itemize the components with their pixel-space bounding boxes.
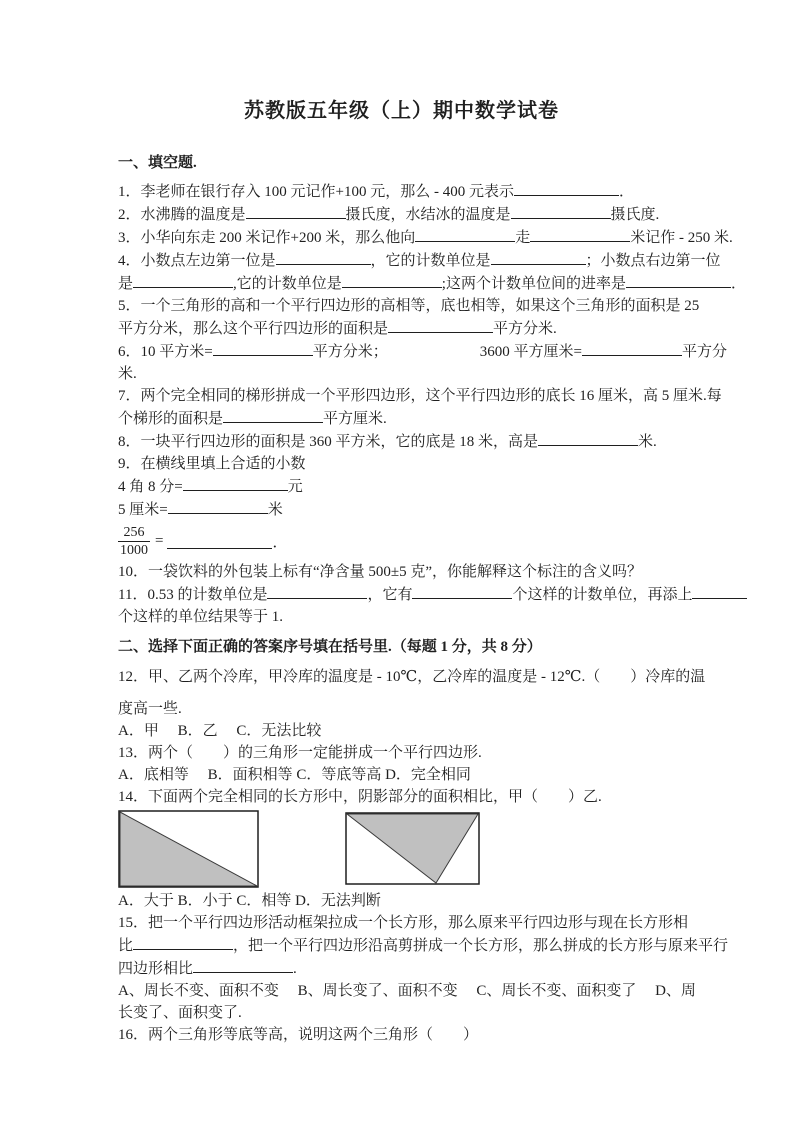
question-15-text: 比 (118, 938, 134, 954)
blank-line (511, 203, 611, 219)
question-12-line1: 12．甲、乙两个冷库，甲冷库的温度是 - 10℃，乙冷库的温度是 - 12℃.（ ）冷库的温 (118, 669, 706, 685)
question-1 (118, 180, 685, 203)
question-6-line1 (118, 340, 727, 363)
question-6-text: 平方分米； (312, 344, 388, 360)
fraction-numerator: 256 (118, 524, 150, 542)
blank-line (193, 957, 293, 973)
question-2-text: 摄氏度，水结冰的温度是 (345, 207, 511, 223)
question-4-text: 4．小数点左边第一位是 (118, 253, 276, 269)
question-4-line2 (118, 272, 746, 295)
blank-line (342, 272, 442, 288)
blank-line (491, 249, 586, 265)
question-4-end: ． (730, 276, 746, 292)
question-15-text: 四边形相比 (118, 961, 194, 977)
blank-line (538, 430, 638, 446)
section2-heading: 二、选择下面正确的答案序号填在括号里.（每题 1 分，共 8 分） (118, 639, 542, 655)
question-3-end: 米记作 - 250 米. (630, 230, 733, 246)
question-10: 10．一袋饮料的外包装上标有“净含量 500±5 克”，你能解释这个标注的含义吗？ (118, 564, 643, 580)
blank-line (692, 583, 747, 599)
question-4-text: ;这两个计数单位间的进率是 (441, 276, 626, 292)
question-4-line1 (118, 249, 721, 272)
blank-line (412, 583, 512, 599)
section1-heading: 一、填空题. (118, 155, 197, 171)
blank-line (213, 340, 313, 356)
question-1-text: 1．李老师在银行存入 100 元记作+100 元，那么 - 400 元表示 (118, 184, 514, 200)
question-5-line1: 5．一个三角形的高和一个平行四边形的高相等，底也相等，如果这个三角形的面积是 25 (118, 298, 700, 314)
question-13: 13．两个（ ）的三角形一定能拼成一个平行四边形. (118, 745, 482, 761)
question-15-line1: 15．把一个平行四边形活动框架拉成一个长方形，那么原来平行四边形与现在长方形相 (118, 915, 689, 931)
question-14-figures (118, 810, 685, 890)
blank-line (223, 407, 323, 423)
blank-line (183, 475, 288, 491)
question-9-item2 (118, 498, 685, 521)
question-5-text: 平方分米，那么这个平行四边形的面积是 (118, 321, 389, 337)
shaded-rectangle-figure-left (118, 810, 259, 888)
question-15-line2 (118, 934, 729, 957)
page-title: 苏教版五年级（上）期中数学试卷 (244, 100, 559, 122)
shaded-rectangle-figure-right (345, 812, 480, 885)
question-14-options: A．大于 B．小于 C．相等 D．无法判断 (118, 893, 381, 909)
question-9-text: 4 角 8 分= (118, 479, 183, 495)
question-14: 14．下面两个完全相同的长方形中，阴影部分的面积相比，甲（ ）乙. (118, 789, 602, 805)
question-4-text: 是 (118, 276, 134, 292)
blank-line (167, 533, 272, 549)
question-4-text: ；小数点右边第一位 (585, 253, 721, 269)
question-15-text: ，把一个平行四边形沿高剪拼成一个长方形，那么拼成的长方形与原来平行 (233, 938, 729, 954)
blank-line (530, 226, 630, 242)
question-7-text: 个梯形的面积是 (118, 411, 224, 427)
blank-line (514, 180, 619, 196)
question-2-end: 摄氏度. (610, 207, 660, 223)
question-9-item1 (118, 475, 685, 498)
fraction-denominator: 1000 (120, 542, 148, 558)
question-6-text: 3600 平方厘米= (479, 344, 582, 360)
question-1-end: ． (618, 184, 634, 200)
blank-line (276, 249, 371, 265)
question-9-text: 米 (267, 502, 283, 518)
question-6-line2: 米. (118, 366, 137, 382)
question-15-end: . (293, 961, 297, 977)
question-9-text: 元 (287, 479, 303, 495)
question-7-line1: 7．两个完全相同的梯形拼成一个平形四边形，这个平行四边形的底长 16 厘米，高 5 厘米.每 (118, 388, 722, 404)
question-3 (118, 226, 733, 249)
blank-line (133, 934, 233, 950)
question-9-item3 (118, 521, 685, 561)
question-2-text: 2．水沸腾的温度是 (118, 207, 246, 223)
question-8-end: 米. (638, 434, 657, 450)
question-11-text: 个这样的计数单位，再添上 (512, 587, 693, 603)
question-2 (118, 203, 685, 226)
question-7-line2 (118, 407, 685, 430)
equals-sign: = (155, 532, 164, 549)
question-11-line2: 个这样的单位结果等于 1. (118, 609, 284, 625)
question-6-text: 平方分 (681, 344, 727, 360)
blank-line (168, 498, 268, 514)
question-12-line2: 度高一些. (118, 701, 182, 717)
blank-line (388, 317, 493, 333)
blank-line (415, 226, 515, 242)
question-6-text: 6．10 平方米= (118, 344, 213, 360)
question-9: 9．在横线里填上合适的小数 (118, 456, 306, 472)
question-5-end: 平方分米. (493, 321, 557, 337)
question-12-options: A．甲 B．乙 C．无法比较 (118, 723, 322, 739)
question-4-text: ,它的计数单位是 (233, 276, 342, 292)
question-15-options-line2: 长变了、面积变了. (118, 1005, 242, 1021)
question-16: 16．两个三角形等底等高，说明这两个三角形（ ） (118, 1027, 479, 1043)
blank-line (582, 340, 682, 356)
question-13-options: A．底相等 B．面积相等 C．等底等高 D．完全相同 (118, 767, 471, 783)
blank-line (267, 583, 367, 599)
question-8-text: 8．一块平行四边形的面积是 360 平方米，它的底是 18 米，高是 (118, 434, 539, 450)
question-9-text: 5 厘米= (118, 502, 168, 518)
question-15-line3 (118, 957, 685, 980)
question-5-line2 (118, 317, 685, 340)
question-3-text: 走 (515, 230, 531, 246)
question-4-text: ，它的计数单位是 (370, 253, 491, 269)
fraction (118, 524, 150, 559)
blank-line (626, 272, 731, 288)
question-15-options-line1: A、周长不变、面积不变 B、周长变了、面积不变 C、周长不变、面积变了 D、周 (118, 983, 696, 999)
question-3-text: 3．小华向东走 200 米记作+200 米，那么他向 (118, 230, 416, 246)
question-11-text: ，它有 (367, 587, 413, 603)
question-11-text: 11．0.53 的计数单位是 (118, 587, 268, 603)
question-7-end: 平方厘米. (323, 411, 387, 427)
question-11-line1 (118, 583, 693, 606)
fraction-end: ． (272, 534, 288, 551)
question-8 (118, 430, 685, 453)
blank-line (133, 272, 233, 288)
blank-line (246, 203, 346, 219)
